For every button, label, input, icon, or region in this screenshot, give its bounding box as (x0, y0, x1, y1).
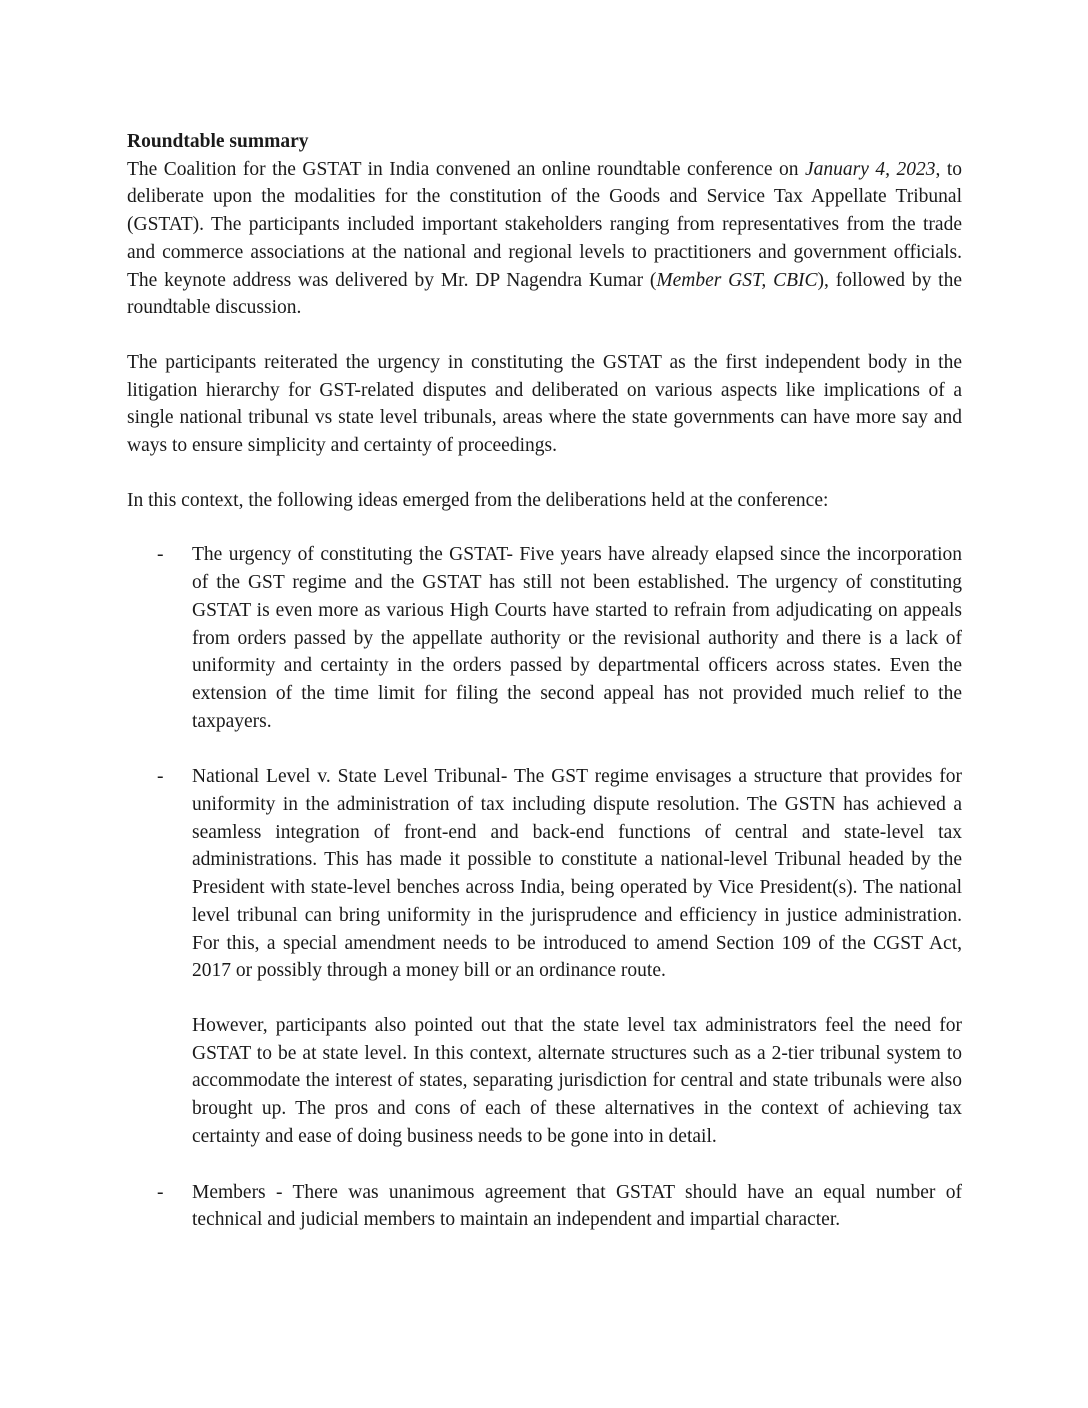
list-item-urgency (127, 541, 962, 735)
list-item-text: Members - There was unanimous agreement that GSTAT should have an equal number of technical and judicial members to maintain an independent and impartial character. (192, 1181, 962, 1231)
list-item-text: The urgency of constituting the GSTAT- Five years have already elapsed since the incorporation of the GST regime and the GSTAT has still not been established. The urgency of constituting GSTAT is even more as various High Courts have started to refrain from adjudicating on appeals from orders passed by the appellate authority or the revisional authority and there is a lack of uniformity and certainty in the orders passed by departmental officers across states. Even the extension of the time limit for filing the second appeal has not provided much relief to the taxpayers. (192, 544, 962, 732)
intro-text-part2: , to deliberate upon the modalities for the constitution of the Goods and Service Tax Appellate Tribunal (GSTAT). The participants included important stakeholders ranging from representatives from the trade and commerce associations at the national and regional levels to practitioners and government officials. The keynote address was delivered by Mr. DP Nagendra Kumar ( (127, 158, 963, 291)
bullet-dash: - (157, 766, 164, 788)
bullet-dash: - (157, 1181, 164, 1203)
intro-text-part1: The Coalition for the GSTAT in India convened an online roundtable conference on (127, 158, 805, 180)
intro-text-part3: ), followed by the roundtable discussion. (127, 269, 962, 319)
list-item-continuation: However, participants also pointed out that the state level tax administrators feel the need for GSTAT to be at state level. In this context, alternate structures such as a 2-tier tribunal system to accommodate the interest of states, separating jurisdiction for central and state tribunals were also brought up. The pros and cons of each of these alternatives in the context of achieving tax certainty and ease of doing business needs to be gone into in detail. (192, 1014, 962, 1147)
deliberation-paragraph: The participants reiterated the urgency in constituting the GSTAT as the first independent body in the litigation hierarchy for GST-related disputes and deliberated on various aspects like implications of a single national tribunal vs state level tribunals, areas where the state governments can have more say and ways to ensure simplicity and certainty of proceedings. (127, 351, 962, 457)
list-item-national-vs-state (127, 763, 962, 1150)
speaker-role: Member GST, CBIC (656, 269, 818, 291)
ideas-list (127, 541, 962, 1233)
conference-date: January 4, 2023 (804, 158, 936, 180)
paragraph-spacer (127, 322, 962, 349)
list-item-text: National Level v. State Level Tribunal- The GST regime envisages a structure that provides for uniformity in the administration of tax including dispute resolution. The GSTN has achieved a seamless integration of front-end and back-end functions of central and state-level tax administrations. This has made it possible to constitute a national-level Tribunal headed by the President with state-level benches across India, being operated by Vice President(s). The national level tribunal can bring uniformity in the jurisprudence and efficiency in justice administration. For this, a special amendment needs to be introduced to amend Section 109 of the CGST Act, 2017 or possibly through a money bill or an ordinance route. (192, 766, 962, 982)
intro-paragraph (127, 156, 962, 322)
list-item-members (127, 1179, 962, 1234)
lead-in-sentence: In this context, the following ideas emerged from the deliberations held at the conference: (127, 489, 829, 511)
document-body (127, 128, 962, 1234)
section-heading: Roundtable summary (127, 131, 309, 152)
bullet-dash: - (157, 544, 164, 566)
paragraph-spacer (127, 460, 962, 487)
